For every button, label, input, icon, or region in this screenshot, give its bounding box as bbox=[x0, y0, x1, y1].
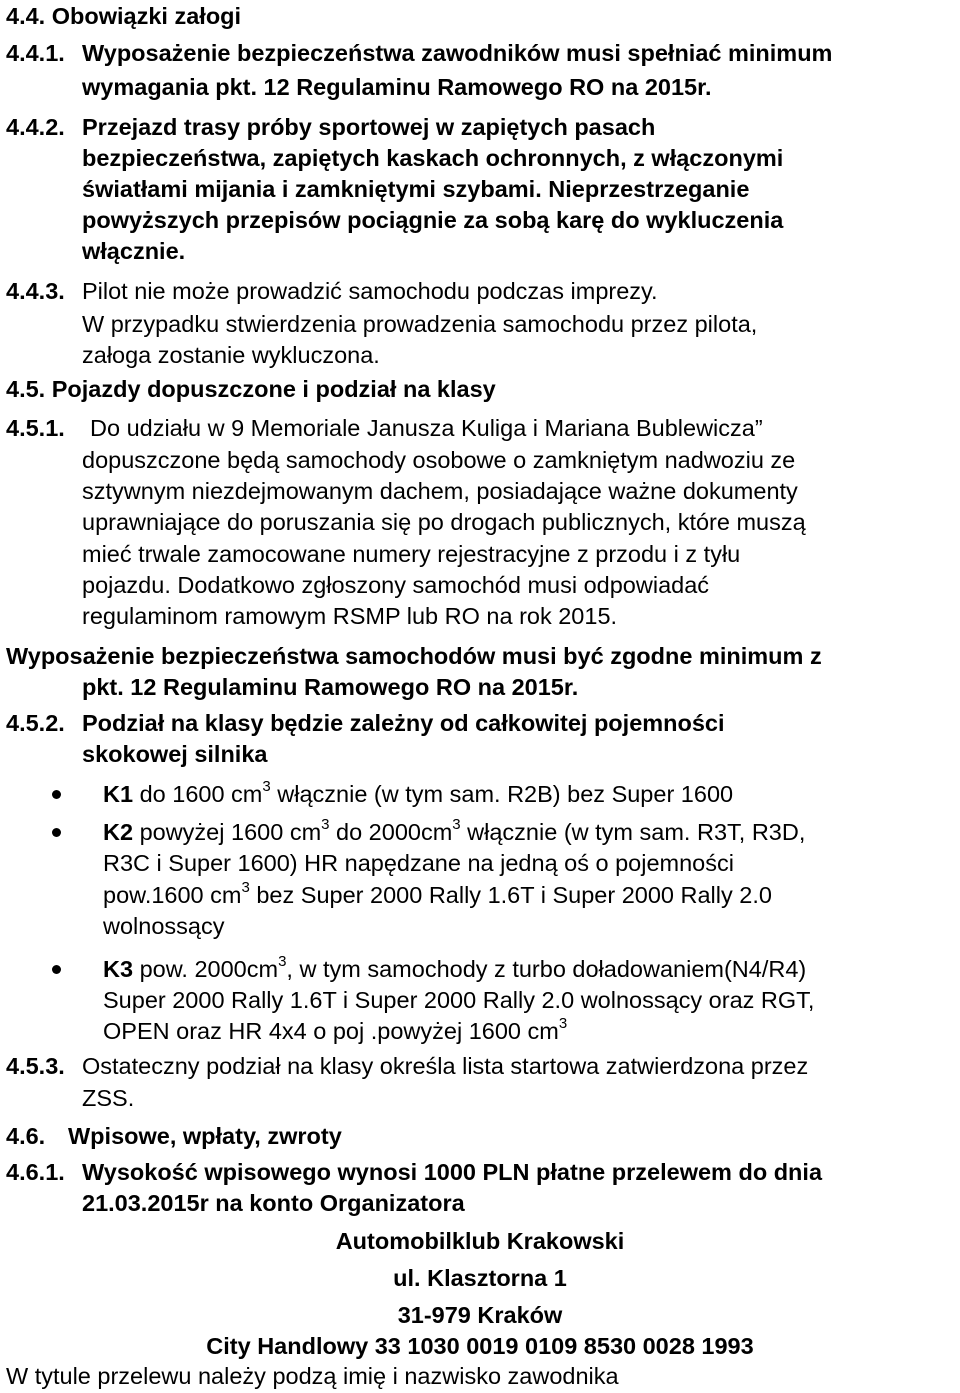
section-4-4-2-number: 4.4.2. bbox=[6, 114, 65, 140]
section-4-5-3-line-1: Ostateczny podział na klasy określa lista startowa zatwierdzona przez bbox=[82, 1053, 809, 1079]
section-number: 4.5. bbox=[6, 376, 46, 402]
section-4-5-1-number: 4.5.1. bbox=[6, 415, 65, 441]
section-title: Obowiązki załogi bbox=[51, 3, 242, 29]
class-k3-sup-2: 3 bbox=[558, 1015, 568, 1033]
safety-note-line-1: Wyposażenie bezpieczeństwa samochodów musi być zgodne minimum z bbox=[6, 643, 822, 669]
section-4-6-1-line-1: Wysokość wpisowego wynosi 1000 PLN płatne przelewem do dnia bbox=[82, 1159, 823, 1185]
section-4-5-3-line-2: ZSS. bbox=[82, 1085, 135, 1111]
section-4-4-3-line-3: załoga zostanie wykluczona. bbox=[82, 342, 380, 368]
class-k2-text-l3a: pow.1600 cm bbox=[103, 882, 242, 908]
class-k2-sup-3: 3 bbox=[241, 879, 250, 897]
class-k1-text-2: włącznie (w tym sam. R2B) bez Super 1600 bbox=[270, 781, 734, 807]
class-k3-line-1 bbox=[103, 954, 806, 984]
section-4-4-2-line-2: bezpieczeństwa, zapiętych kaskach ochronnych, z włączonymi bbox=[82, 145, 784, 171]
class-k2-text-a3: włącznie (w tym sam. R3T, R3D, bbox=[460, 819, 806, 845]
class-k2-line-1 bbox=[103, 817, 805, 847]
section-4-5-2-line-1: Podział na klasy będzie zależny od całkowitej pojemności bbox=[82, 710, 725, 736]
transfer-note: W tytule przelewu należy podzą imię i nazwisko zawodnika bbox=[6, 1363, 619, 1389]
section-4-4-3-number: 4.4.3. bbox=[6, 278, 65, 304]
organizer-street: ul. Klasztorna 1 bbox=[393, 1265, 567, 1291]
class-k2-line-2: R3C i Super 1600) HR napędzane na jedną oś o pojemności bbox=[103, 850, 734, 876]
class-k3-text-a2: , w tym samochody z turbo doładowaniem(N4/R4) bbox=[286, 956, 807, 982]
safety-note-line-2: pkt. 12 Regulaminu Ramowego RO na 2015r. bbox=[82, 674, 579, 700]
class-k3-text-l3a: OPEN oraz HR 4x4 o poj .powyżej 1600 cm bbox=[103, 1018, 559, 1044]
section-4-5-3-number: 4.5.3. bbox=[6, 1053, 65, 1079]
class-k1-line-1 bbox=[103, 779, 733, 809]
section-4-4-1-line-2: wymagania pkt. 12 Regulaminu Ramowego RO na 2015r. bbox=[82, 74, 712, 100]
class-k3-line-3 bbox=[103, 1016, 567, 1046]
section-4-4-3-line-2: W przypadku stwierdzenia prowadzenia samochodu przez pilota, bbox=[82, 311, 758, 337]
class-k2-text-a2: do 2000cm bbox=[329, 819, 453, 845]
section-4-4-2-line-3b: Nieprzestrzeganie bbox=[548, 176, 750, 202]
class-k3-sup-1: 3 bbox=[278, 953, 287, 971]
section-4-5-1-line-1: Do udziału w 9 Memoriale Janusza Kuliga i Mariana Bublewicza” bbox=[90, 415, 763, 441]
class-k2-line-4: wolnossący bbox=[103, 913, 225, 939]
section-4-5-1-line-4: uprawniające do poruszania się po drogach publicznych, które muszą bbox=[82, 509, 806, 535]
organizer-city: 31-979 Kraków bbox=[397, 1302, 563, 1328]
section-4-4-1-line-1: Wyposażenie bezpieczeństwa zawodników musi spełniać minimum bbox=[82, 40, 833, 66]
class-k2-sup-2: 3 bbox=[452, 816, 461, 834]
class-k2-text-a1: powyżej 1600 cm bbox=[133, 819, 322, 845]
class-k3-text-a1: pow. 2000cm bbox=[133, 956, 279, 982]
class-k2-label: K2 bbox=[103, 819, 134, 845]
section-4-5-1-line-3: sztywnym niezdejmowanym dachem, posiadające ważne dokumenty bbox=[82, 478, 798, 504]
section-4-5-1-line-2: dopuszczone będą samochody osobowe o zamkniętym nadwoziu ze bbox=[82, 447, 796, 473]
section-4-5-1-line-6: pojazdu. Dodatkowo zgłoszony samochód musi odpowiadać bbox=[82, 572, 710, 598]
class-k2-text-l3b: bez Super 2000 Rally 1.6T i Super 2000 Rally 2.0 bbox=[249, 882, 772, 908]
class-k2-sup-1: 3 bbox=[321, 816, 330, 834]
section-4-6-title: Wpisowe, wpłaty, zwroty bbox=[68, 1123, 342, 1149]
section-4-6-1-line-2: 21.03.2015r na konto Organizatora bbox=[82, 1190, 465, 1216]
bank-account: City Handlowy 33 1030 0019 0109 8530 0028 1993 bbox=[206, 1333, 754, 1359]
class-k2-line-3 bbox=[103, 880, 772, 910]
section-4-4-3-line-1: Pilot nie może prowadzić samochodu podczas imprezy. bbox=[82, 278, 658, 304]
class-k3-line-2: Super 2000 Rally 1.6T i Super 2000 Rally 2.0 wolnossący oraz RGT, bbox=[103, 987, 815, 1013]
section-4-4-2-line-4: powyższych przepisów pociągnie za sobą karę do wykluczenia bbox=[82, 207, 784, 233]
section-4-4-heading bbox=[6, 1, 241, 31]
class-k3-label: K3 bbox=[103, 956, 134, 982]
section-4-6-number: 4.6. bbox=[6, 1123, 46, 1149]
section-4-5-2-number: 4.5.2. bbox=[6, 710, 65, 736]
section-4-4-1-number: 4.4.1. bbox=[6, 40, 65, 66]
bullet-k2 bbox=[52, 828, 61, 837]
section-4-4-2-line-1: Przejazd trasy próby sportowej w zapiętych pasach bbox=[82, 114, 656, 140]
section-4-5-2-line-2: skokowej silnika bbox=[82, 741, 268, 767]
bullet-k1 bbox=[52, 790, 61, 799]
bullet-k3 bbox=[52, 965, 61, 974]
section-4-4-2-line-3 bbox=[82, 174, 749, 204]
section-4-5-heading bbox=[6, 374, 496, 404]
class-k1-text-1: do 1600 cm bbox=[133, 781, 263, 807]
section-4-5-1-line-7: regulaminom ramowym RSMP lub RO na rok 2015. bbox=[82, 603, 618, 629]
class-k1-label: K1 bbox=[103, 781, 134, 807]
class-k1-sup: 3 bbox=[262, 778, 271, 796]
section-4-6-1-number: 4.6.1. bbox=[6, 1159, 65, 1185]
section-number: 4.4. bbox=[6, 3, 46, 29]
section-4-4-2-line-3a: światłami mijania i zamkniętymi szybami. bbox=[82, 176, 542, 202]
section-4-4-2-line-5: włącznie. bbox=[82, 238, 186, 264]
organizer-name: Automobilklub Krakowski bbox=[335, 1228, 625, 1254]
section-4-5-1-line-5: mieć trwale zamocowane numery rejestracyjne z przodu i z tyłu bbox=[82, 541, 741, 567]
section-title: Pojazdy dopuszczone i podział na klasy bbox=[51, 376, 496, 402]
